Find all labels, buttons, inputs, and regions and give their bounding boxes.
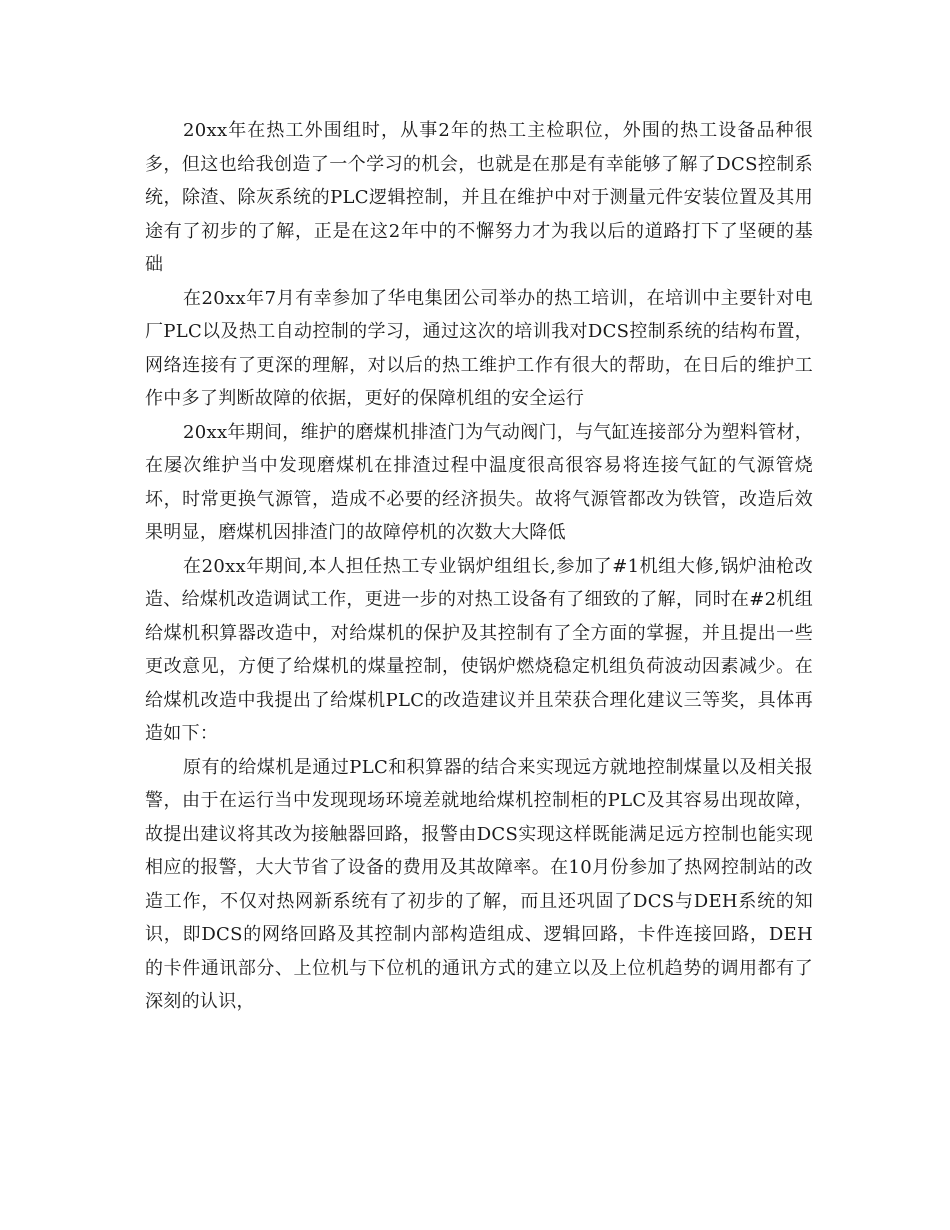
paragraph-4: 在20xx年期间,本人担任热工专业锅炉组组长,参加了#1机组大修,锅炉油枪改造、给煤机改造调试工作，更进一步的对热工设备有了细致的了解，同时在#2机组给煤机积算器改造中，对给煤机的保护及其控制有了全方面的掌握，并且提出一些更改意见，方便了给煤机的煤量控制，使锅炉燃烧稳定机组负荷波动因素减少。在给煤机改造中我提出了给煤机PLC的改造建议并且荣获合理化建议三等奖，具体再造如下： bbox=[145, 555, 813, 744]
document-page bbox=[145, 114, 813, 1019]
paragraph-5: 原有的给煤机是通过PLC和积算器的结合来实现远方就地控制煤量以及相关报警，由于在运行当中发现现场环境差就地给煤机控制柜的PLC及其容易出现故障，故提出建议将其改为接触器回路，报警由DCS实现这样既能满足远方控制也能实现相应的报警，大大节省了设备的费用及其故障率。在10月份参加了热网控制站的改造工作，不仅对热网新系统有了初步的了解，而且还巩固了DCS与DEH系统的知识，即DCS的网络回路及其控制内部构造组成、逻辑回路，卡件连接回路，DEH的卡件通讯部分、上位机与下位机的通讯方式的建立以及上位机趋势的调用都有了深刻的认识， bbox=[145, 756, 813, 1012]
paragraph-3: 20xx年期间，维护的磨煤机排渣门为气动阀门，与气缸连接部分为塑料管材， 在屡次维护当中发现磨煤机在排渣过程中温度很高很容易将连接气缸的气源管烧坏，时常更换气源管，造成不必要的经济损失。故将气源管都改为铁管，改造后效果明显，磨煤机因排渣门的故障停机的次数大大降低 bbox=[145, 421, 814, 543]
paragraph-1: 20xx年在热工外围组时，从事2年的热工主检职位，外围的热工设备品种很多，但这也给我创造了一个学习的机会，也就是在那是有幸能够了解了DCS控制系统，除渣、除灰系统的PLC逻辑控制，并且在维护中对于测量元件安装位置及其用途有了初步的了解，正是在这2年中的不懈努力才为我以后的道路打下了坚硬的基础 bbox=[145, 120, 813, 275]
paragraph-2: 在20xx年7月有幸参加了华电集团公司举办的热工培训，在培训中主要针对电厂PLC以及热工自动控制的学习，通过这次的培训我对DCS控制系统的结构布置，网络连接有了更深的理解，对以后的热工维护工作有很大的帮助，在日后的维护工作中多了判断故障的依据，更好的保障机组的安全运行 bbox=[145, 287, 813, 409]
